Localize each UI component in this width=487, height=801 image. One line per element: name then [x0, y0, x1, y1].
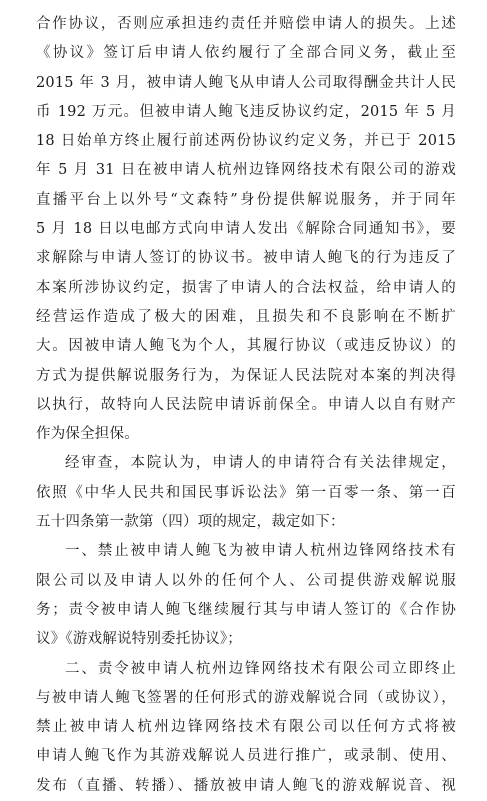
text-line: 求解除与申请人签订的协议书。被申请人鲍飞的行为违反了 [36, 250, 456, 267]
text-line: 大。因被申请人鲍飞为个人，其履行协议（或违反协议）的 [36, 338, 456, 355]
text-line: 经营运作造成了极大的困难，且损失和不良影响在不断扩 [36, 308, 456, 325]
text-line: 务；责令被申请人鲍飞继续履行其与申请人签订的《合作协 [36, 601, 456, 618]
text-line: 本案所涉协议约定，损害了申请人的合法权益，给申请人的 [36, 279, 456, 296]
text-line: 与被申请人鲍飞签署的任何形式的游戏解说合同（或协议）， [36, 689, 456, 706]
text-line: 经审查，本院认为，申请人的申请符合有关法律规定， [65, 455, 456, 472]
text-line: 议》《游戏解说特别委托协议》； [36, 631, 242, 648]
document-body [36, 10, 456, 801]
text-line: 18 日始单方终止履行前述两份协议约定义务，并已于 2015 [36, 133, 456, 150]
text-line: 直播平台上以外号“文森特”身份提供解说服务，并于同年 [36, 191, 456, 208]
text-line: 一、禁止被申请人鲍飞为被申请人杭州边锋网络技术有 [65, 543, 456, 560]
text-line: 五十四条第一款第（四）项的规定，裁定如下： [36, 514, 345, 531]
text-line: 以执行，故特向人民法院申请诉前保全。申请人以自有财产 [36, 396, 456, 413]
text-line: 禁止被申请人杭州边锋网络技术有限公司以任何方式将被 [36, 719, 456, 736]
text-line: 作为保全担保。 [36, 426, 139, 443]
text-line: 限公司以及申请人以外的任何个人、公司提供游戏解说服 [36, 572, 456, 589]
text-line: 合作协议，否则应承担违约责任并赔偿申请人的损失。上述 [36, 16, 456, 32]
text-line: 币 192 万元。但被申请人鲍飞违反协议约定，2015 年 5 月 [36, 103, 456, 120]
text-line: 二、责令被申请人杭州边锋网络技术有限公司立即终止 [65, 660, 456, 677]
text-line: 2015 年 3 月，被申请人鲍飞从申请人公司取得酬金共计人民 [36, 74, 456, 91]
text-line: 方式为提供解说服务行为，为保证人民法院对本案的判决得 [36, 367, 456, 384]
text-line: 5 月 18 日以电邮方式向申请人发出《解除合同通知书》，要 [36, 221, 456, 238]
text-line: 依照《中华人民共和国民事诉讼法》第一百零一条、第一百 [36, 484, 456, 501]
text-line: 《协议》签订后申请人依约履行了全部合同义务，截止至 [36, 45, 456, 62]
text-line: 发布（直播、转播）、播放被申请人鲍飞的游戏解说音、视 [36, 777, 456, 794]
text-line: 年 5 月 31 日在被申请人杭州边锋网络技术有限公司的游戏 [36, 162, 456, 179]
text-line: 申请人鲍飞作为其游戏解说人员进行推广，或录制、使用、 [36, 748, 456, 765]
